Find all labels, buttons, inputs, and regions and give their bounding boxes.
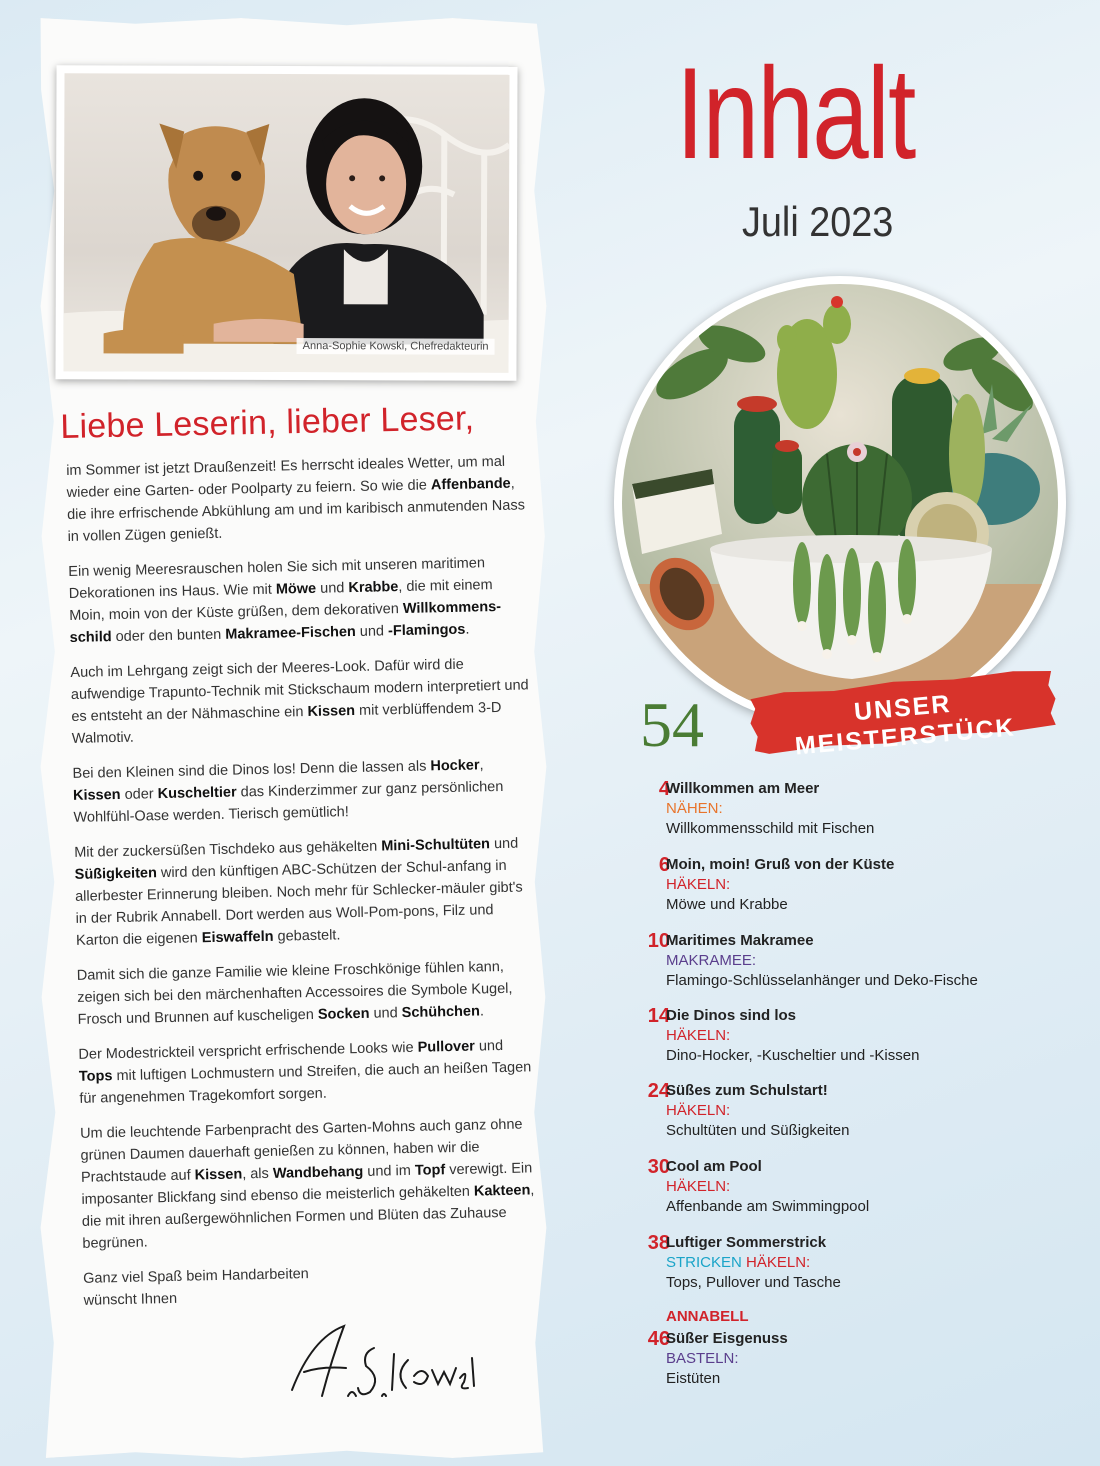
letter-text: Mit der zuckersüßen Tischdeko aus gehäkelten [74, 838, 382, 861]
page-title: Inhalt [676, 40, 915, 186]
highlighted-term: Mini-Schultüten [381, 836, 491, 855]
highlighted-term: Socken [317, 1005, 370, 1023]
toc-page-number: 4 [658, 778, 670, 800]
highlighted-term: Pullover [417, 1038, 476, 1056]
letter-paragraph [66, 450, 528, 548]
letter-text: , [479, 757, 484, 774]
toc-description: Tops, Pullover und Tasche [666, 1274, 841, 1291]
letter-text: und [474, 1037, 504, 1055]
highlighted-term: Eiswaffeln [201, 928, 274, 947]
letter-paragraph [80, 1113, 543, 1255]
highlighted-term: Makramee-Fischen [225, 623, 356, 643]
toc-page-number: 10 [647, 930, 670, 952]
letter-paragraph [72, 753, 533, 829]
letter-text: , als [242, 1165, 274, 1183]
toc-category-label: BASTELN: [666, 1350, 739, 1367]
letter-text: und [355, 623, 389, 640]
badge-label: UNSER MEISTERSTÜCK [793, 689, 1017, 761]
letter-text: und [489, 835, 519, 853]
toc-page-number: 46 [647, 1328, 670, 1350]
highlighted-term: Schühchen [401, 1003, 481, 1022]
letter-text: . [479, 1003, 485, 1020]
toc-section-label: ANNABELL [666, 1308, 749, 1325]
highlighted-term: Wandbehang [272, 1163, 364, 1182]
toc-category [666, 1350, 739, 1367]
letter-text: mit verblüffendem 3-D Walmotiv. [71, 699, 502, 747]
highlighted-term: Süßigkeiten [74, 865, 158, 883]
letter-text: Um die leuchtende Farbenpracht des Garten-Mohns auch ganz ohne grünen Daumen dauerhaft genießen zu können, haben wir die Prachtstaude auf [79, 1116, 523, 1186]
sign-off-line-2: wünscht Ihnen [83, 1290, 178, 1309]
letter-text: und [369, 1005, 402, 1022]
editor-photo-frame [55, 65, 517, 381]
toc-page-number: 6 [658, 854, 670, 876]
toc-category-label: MAKRAMEE: [666, 952, 757, 969]
highlighted-term: Kissen [307, 703, 356, 720]
highlighted-term: Hocker [430, 757, 480, 775]
letter-paragraph [70, 652, 532, 750]
letter-paragraphs [66, 450, 543, 1254]
highlighted-term: Topf [414, 1162, 446, 1179]
toc-page-number: 30 [647, 1156, 670, 1178]
toc-category [666, 952, 756, 969]
highlighted-term: Krabbe [348, 579, 399, 597]
toc-category-label: HÄKELN: [666, 876, 731, 893]
toc-title: Maritimes Makramee [666, 932, 814, 949]
letter-text: Auch im Lehrgang zeigt sich der Meeres-Look. Dafür wird die aufwendige Trapunto-Technik mit Stickschaum modern interpretiert und es entsteht an der Nähmaschine ein [70, 656, 529, 725]
toc-category [666, 1102, 730, 1119]
letter-text: das Kinderzimmer zur ganz persönlichen Wohlfühl-Oase werden. Tierisch gemütlich! [73, 778, 504, 826]
toc-category [666, 800, 723, 817]
highlighted-term: Kissen [72, 786, 121, 804]
toc-page-number: 38 [647, 1232, 670, 1254]
toc-description: Affenbande am Swimmingpool [666, 1198, 870, 1215]
letter-paragraph [74, 832, 536, 952]
letter-text: oder den bunten [111, 626, 226, 646]
toc-title: Luftiger Sommerstrick [666, 1234, 827, 1251]
highlighted-term: Kissen [194, 1166, 243, 1184]
toc-category-label: HÄKELN: [666, 1027, 731, 1044]
photo-caption: Anna-Sophie Kowski, Chefredakteurin [297, 338, 495, 355]
toc-title: Süßes zum Schulstart! [666, 1082, 828, 1099]
toc-description: Willkommensschild mit Fischen [666, 820, 875, 837]
cactus-illustration [622, 284, 1058, 720]
letter-text: , die mit einem Moin, moin von der Küste grüßen, dem dekorativen [69, 577, 493, 624]
editor-signature [282, 1318, 482, 1408]
toc-page-number: 24 [647, 1080, 670, 1102]
letter-text: , die mit ihren außergewöhnlichen Formen und Blüten das Zuhause begrünen. [81, 1182, 535, 1252]
toc-category-label: HÄKELN: [666, 1102, 731, 1119]
highlighted-term: Möwe [275, 580, 317, 598]
toc-category [666, 1027, 730, 1044]
toc-title: Süßer Eisgenuss [666, 1330, 788, 1347]
letter-text: mit luftigen Lochmustern und Streifen, die auch an heißen Tagen für angenehmen Tragekomfort sorgen. [79, 1059, 532, 1107]
toc-category [666, 1254, 810, 1271]
letter-paragraph [78, 1034, 539, 1110]
letter-text: wird den künftigen ABC-Schützen der Schul-anfang in allerbester Erinnerung bleiben. Noch mehr für Schlecker-mäuler gibt's in der Rubrik Annabell. Dort werden aus Woll-Pom-pons, Filz und Karton die eigenen [74, 857, 523, 949]
editorial-greeting: Liebe Leserin, lieber Leser, [60, 399, 475, 446]
toc-description: Dino-Hocker, -Kuscheltier und -Kissen [666, 1047, 920, 1064]
toc-description: Schultüten und Süßigkeiten [666, 1122, 850, 1139]
toc-title: Moin, moin! Gruß von der Küste [666, 856, 895, 873]
letter-text: Bei den Kleinen sind die Dinos los! Denn die lassen als [72, 758, 431, 782]
letter-text: Damit sich die ganze Familie wie kleine Froschkönige fühlen kann, zeigen sich bei den märchenhaften Accessoires die Symbole Kugel, Frosch und Brunnen auf kuscheligen [76, 958, 513, 1028]
highlighted-term: Tops [78, 1068, 113, 1085]
letter-text: . [465, 621, 470, 638]
highlighted-term: -Flamingos [387, 621, 466, 640]
toc-category [666, 1178, 730, 1195]
editorial-letter [66, 450, 544, 1311]
letter-text: verewigt. Ein imposanter Blickfang sind ebenso die meisterlich gehäkelten [81, 1160, 533, 1208]
highlighted-term: Affenbande [430, 475, 511, 494]
letter-text: und im [363, 1162, 416, 1180]
toc-category-label: HÄKELN: [741, 1254, 811, 1271]
editor-photo-illustration [63, 73, 509, 373]
highlighted-term: Kuscheltier [157, 784, 237, 803]
editor-photo [63, 73, 509, 373]
issue-date: Juli 2023 [742, 198, 894, 245]
toc-description: Eistüten [666, 1370, 721, 1387]
toc-page-number: 14 [647, 1005, 670, 1027]
highlighted-term: Kakteen [473, 1182, 531, 1200]
letter-text: , die ihre erfrischende Abkühlung am und im karibisch anmutenden Nass in vollen Zügen genießt. [66, 475, 526, 545]
toc-category-label: HÄKELN: [666, 1178, 731, 1195]
toc-title: Willkommen am Meer [666, 780, 820, 797]
letter-text: im Sommer ist jetzt Draußenzeit! Es herrscht ideales Wetter, um mal wieder eine Garten- oder Poolparty zu feiern. So wie die [66, 453, 506, 501]
letter-text: gebastelt. [273, 927, 341, 945]
letter-paragraph [77, 955, 538, 1031]
letter-text: Der Modestrickteil verspricht erfrischende Looks wie [78, 1039, 418, 1063]
letter-text: Ein wenig Meeresrauschen holen Sie sich mit unseren maritimen Dekorationen ins Haus. Wie mit [68, 555, 486, 602]
feature-photo-cacti [622, 284, 1058, 720]
toc-description: Flamingo-Schlüsselanhänger und Deko-Fische [666, 972, 978, 989]
letter-paragraph [68, 551, 530, 649]
toc-title: Cool am Pool [666, 1158, 762, 1175]
toc-title: Die Dinos sind los [666, 1007, 797, 1024]
highlighted-term: Willkommens-schild [69, 598, 502, 646]
letter-text: oder [120, 786, 158, 803]
toc-description: Möwe und Krabbe [666, 896, 788, 913]
feature-photo-frame [614, 276, 1066, 728]
toc-category-label: STRICKEN [666, 1254, 742, 1271]
sign-off-line-1: Ganz viel Spaß beim Handarbeiten [82, 1266, 309, 1287]
toc-category [666, 876, 730, 893]
toc-category-label: NÄHEN: [666, 800, 723, 817]
feature-page-number: 54 [640, 689, 704, 760]
letter-text: und [315, 580, 349, 597]
